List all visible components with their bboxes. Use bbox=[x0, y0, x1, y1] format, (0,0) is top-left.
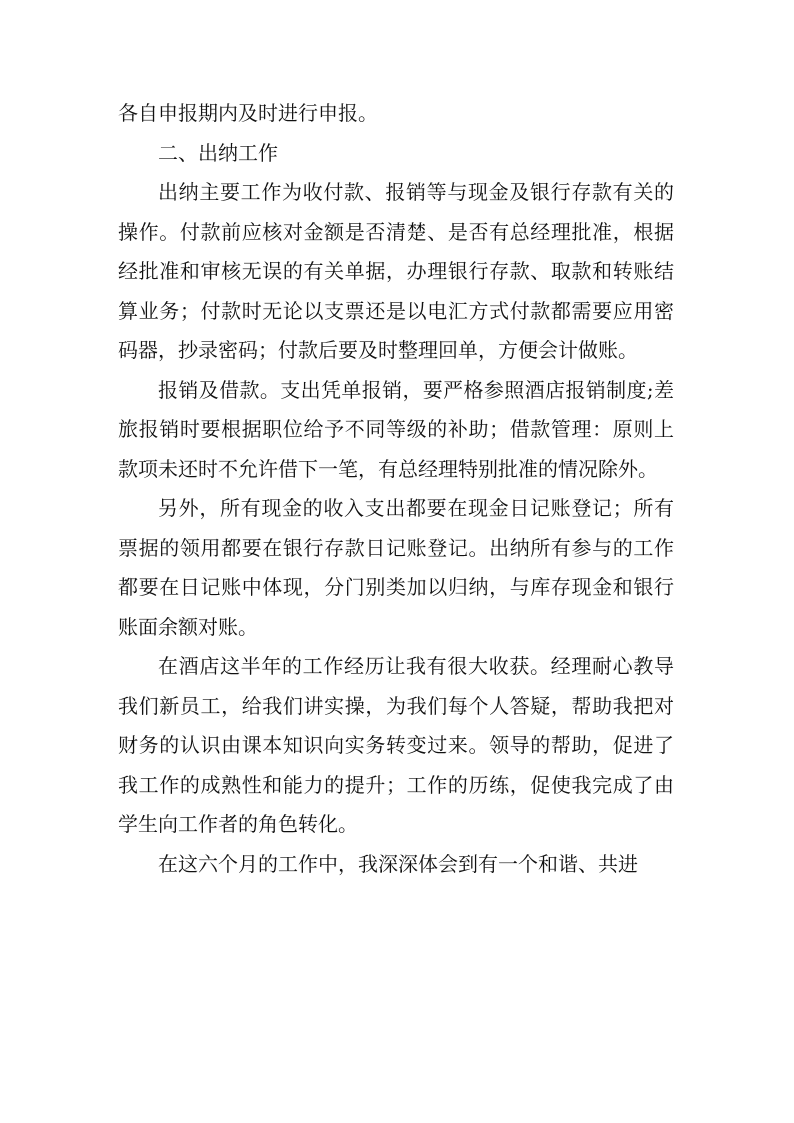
paragraph-ledger-registration: 另外，所有现金的收入支出都要在现金日记账登记；所有票据的领用都要在银行存款日记账登记。出纳所有参与的工作都要在日记账中体现，分门别类加以归纳，与库存现金和银行账面余额对账。 bbox=[118, 496, 674, 639]
paragraph-six-months: 在这六个月的工作中，我深深体会到有一个和谐、共进 bbox=[158, 851, 638, 876]
paragraph-work-experience: 在酒店这半年的工作经历让我有很大收获。经理耐心教导我们新员工，给我们讲实操，为我们每个人答疑，帮助我把对财务的认识由课本知识向实务转变过来。领导的帮助，促进了我工作的成熟性和能力的提升；工作的历练，促使我完成了由学生向工作者的角色转化。 bbox=[118, 654, 674, 836]
section-heading-cashier-work: 二、出纳工作 bbox=[158, 140, 278, 165]
body-text bbox=[118, 94, 674, 884]
paragraph-continuation: 各自申报期内及时进行申报。 bbox=[118, 101, 378, 125]
paragraph-cashier-duties: 出纳主要工作为收付款、报销等与现金及银行存款有关的操作。付款前应核对金额是否清楚、是否有总经理批准，根据经批准和审核无误的有关单据，办理银行存款、取款和转账结算业务；付款时无论以支票还是以电汇方式付款都需要应用密码器，抄录密码；付款后要及时整理回单，方便会计做账。 bbox=[118, 180, 674, 362]
paragraph-reimbursement-and-loans: 报销及借款。支出凭单报销，要严格参照酒店报销制度;差旅报销时要根据职位给予不同等级的补助；借款管理：原则上款项未还时不允许借下一笔，有总经理特别批准的情况除外。 bbox=[118, 377, 674, 481]
